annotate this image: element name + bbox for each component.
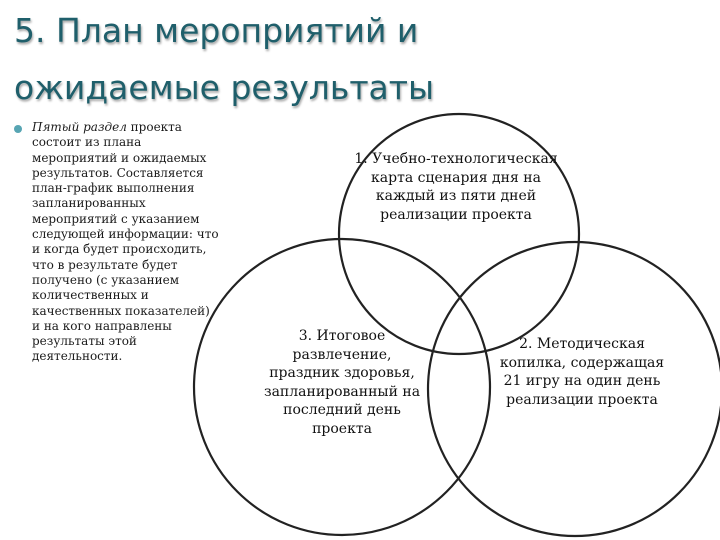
title-line-1: 5. План мероприятий и xyxy=(14,11,419,50)
venn-label-left: 3. Итоговое развлечение, праздник здоровья, запланированный на последний день проекта xyxy=(263,328,421,437)
venn-label-right: 2. Методическая копилка, содержащая 21 игру на один день реализации проекта xyxy=(499,336,665,408)
venn-label-top: 1. Учебно-технологическая карта сценария дня на каждый из пяти дней реализации проекта xyxy=(354,151,558,223)
title-line-2: ожидаемые результаты xyxy=(14,68,435,107)
bullet-body: проекта состоит из плана мероприятий и ожидаемых результатов. Составляется план-график выполнения запланированных мероприятий с указанием следующей информации: что и когда будет происходить, что в результате будет получено (с указанием количественных и качественных показателей) и на кого направлены результаты этой деятельности. xyxy=(32,120,219,364)
bullet-italic-lead: Пятый раздел xyxy=(32,120,127,134)
